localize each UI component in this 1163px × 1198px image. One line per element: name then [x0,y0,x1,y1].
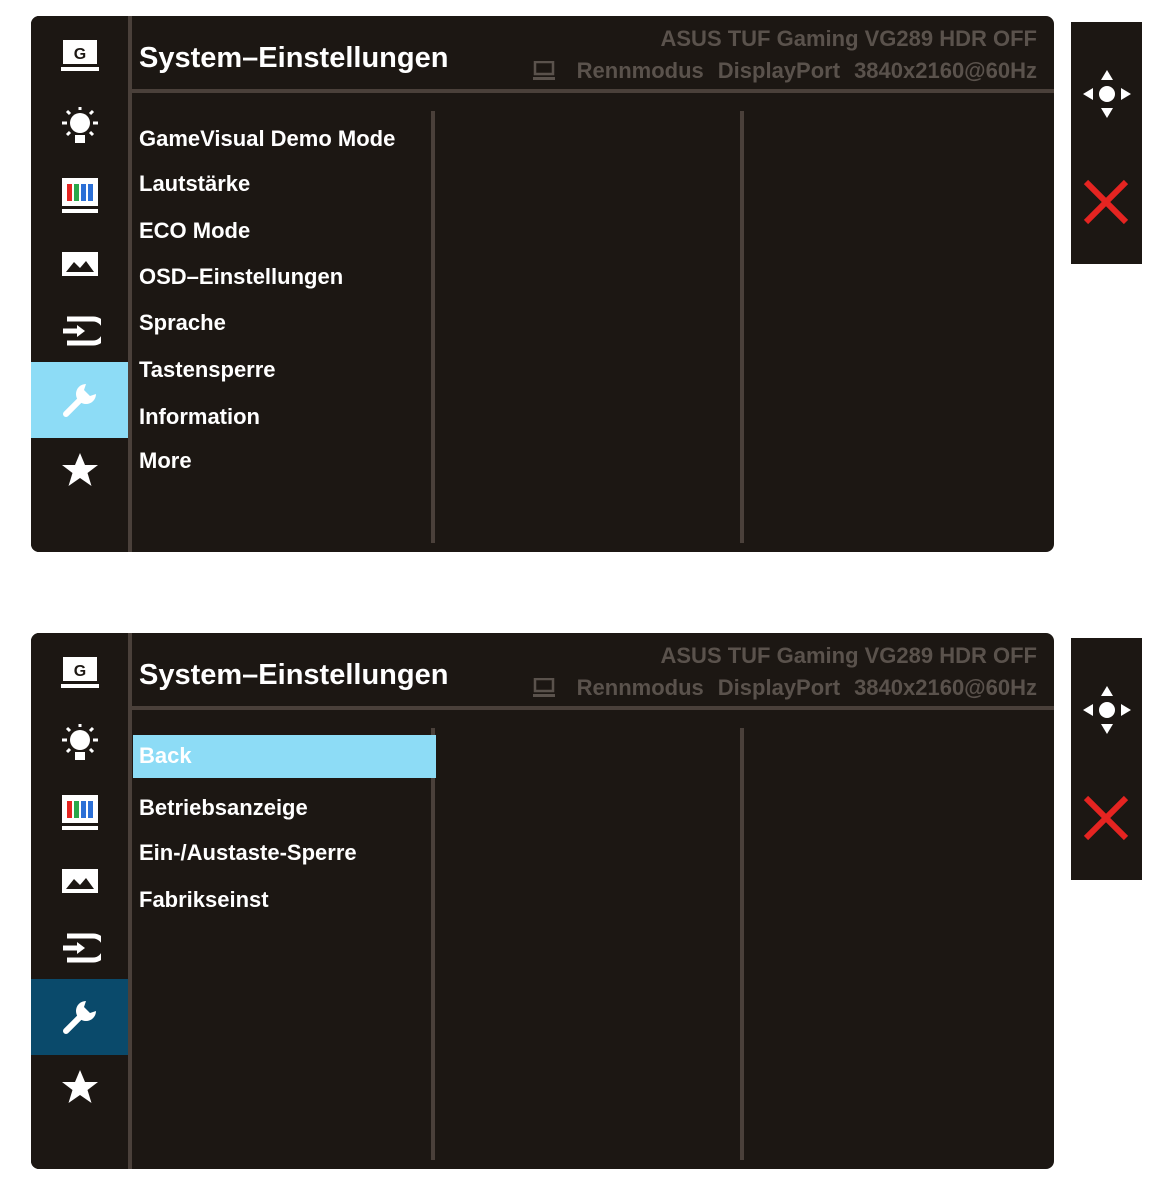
column-divider [740,111,744,543]
menu-item-back[interactable] [133,735,436,778]
menu-item-volume[interactable]: Lautstärke [139,171,251,196]
brightness-icon [57,106,103,148]
system-setup-icon [60,380,100,420]
svg-text:G: G [73,663,86,680]
osd-sidebar [31,16,128,552]
sidebar-item-color[interactable] [31,157,128,233]
sidebar-item-brightness[interactable] [31,89,128,165]
sidebar-item-color[interactable] [31,774,128,850]
osd-sidebar [31,633,128,1169]
sidebar-item-image[interactable] [31,226,128,302]
header-divider [128,706,1054,710]
sidebar-item-gamevisual[interactable] [31,635,128,711]
sidebar-divider [128,633,132,1169]
sidebar-item-system-setup[interactable] [31,979,128,1055]
monitor-icon [533,61,555,81]
menu-item-power-indicator[interactable]: Betriebsanzeige [139,795,308,820]
signal-status [533,675,1037,701]
page-title: System–Einstellungen [139,42,449,74]
menu-item-gamevisual-demo-mode[interactable]: GameVisual Demo Mode [139,126,396,151]
sidebar-item-input-select[interactable] [31,293,128,369]
resolution-value: 3840x2160@60Hz [854,675,1037,700]
menu-item-factory-reset[interactable]: Fabrikseinst [139,887,269,912]
sidebar-item-input-select[interactable] [31,910,128,986]
color-icon [60,176,100,214]
menu-item-information[interactable]: Information [139,404,260,429]
menu-item-back-label: Back [139,743,192,768]
column-divider [740,728,744,1160]
svg-text:G: G [73,46,86,63]
input-source-value: DisplayPort [717,675,841,700]
sidebar-item-brightness[interactable] [31,706,128,782]
input-select-icon [59,931,101,965]
close-icon[interactable] [1080,176,1132,228]
five-way-navigation-icon[interactable] [1081,684,1133,736]
column-divider [431,728,435,1160]
sidebar-divider [128,16,132,552]
sidebar-item-system-setup[interactable] [31,362,128,438]
myfavorite-icon [60,451,100,489]
monitor-icon [533,678,555,698]
input-source-value: DisplayPort [717,58,841,83]
column-divider [431,111,435,543]
resolution-value: 3840x2160@60Hz [854,58,1037,83]
color-icon [60,793,100,831]
menu-item-power-key-lock[interactable]: Ein-/Austaste-Sperre [139,840,357,865]
header-divider [128,89,1054,93]
model-status: ASUS TUF Gaming VG289 HDR OFF [660,643,1037,668]
image-icon [60,865,100,897]
game-mode-value: Rennmodus [576,58,704,83]
osd-menu-system-setup-more [31,633,1054,1169]
gamevisual-icon [60,38,100,74]
menu-item-language[interactable]: Sprache [139,310,226,335]
five-way-navigation-icon[interactable] [1081,68,1133,120]
gamevisual-icon [60,655,100,691]
menu-item-osd-settings[interactable]: OSD–Einstellungen [139,264,344,289]
sidebar-item-gamevisual[interactable] [31,18,128,94]
key-guide [1071,22,1142,264]
signal-status [533,58,1037,84]
menu-item-more[interactable]: More [139,448,192,473]
image-icon [60,248,100,280]
osd-menu-system-setup [31,16,1054,552]
system-setup-icon [60,997,100,1037]
brightness-icon [57,723,103,765]
game-mode-value: Rennmodus [576,675,704,700]
myfavorite-icon [60,1068,100,1106]
model-status: ASUS TUF Gaming VG289 HDR OFF [660,26,1037,51]
sidebar-item-myfavorite[interactable] [31,432,128,508]
close-icon[interactable] [1080,792,1132,844]
menu-item-key-lock[interactable]: Tastensperre [139,357,276,382]
page-title: System–Einstellungen [139,659,449,691]
sidebar-item-myfavorite[interactable] [31,1049,128,1125]
key-guide [1071,638,1142,880]
sidebar-item-image[interactable] [31,843,128,919]
input-select-icon [59,314,101,348]
menu-item-eco-mode[interactable]: ECO Mode [139,218,251,243]
